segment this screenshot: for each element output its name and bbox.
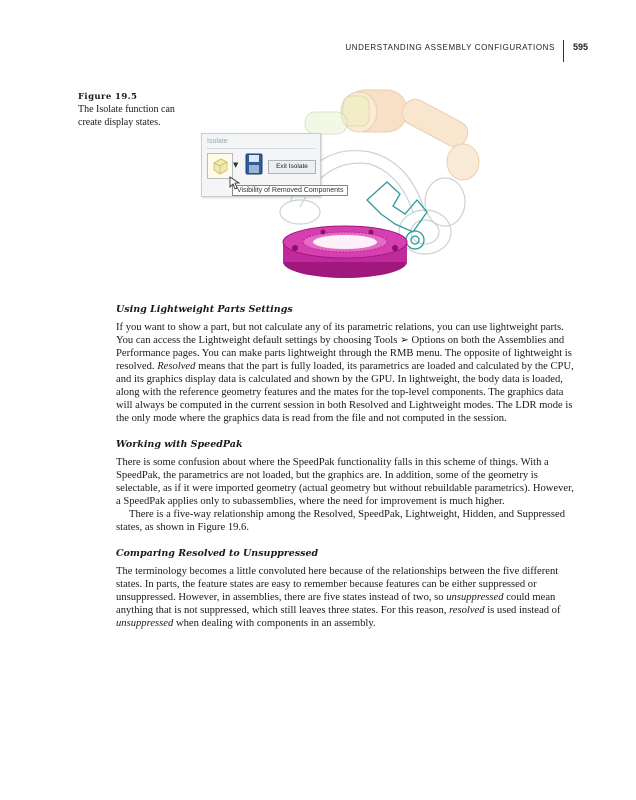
body-text: [116, 304, 578, 630]
text-run: The terminology becomes a little convoluted here because of the relationships between the five different states. In parts, the feature states are easy to remember because features can be either suppressed or unsuppressed. However, in assemblies, there are five states instead of two, so: [116, 566, 559, 603]
text-run: is used instead of: [484, 605, 561, 616]
visibility-tooltip: Visibility of Removed Components: [232, 185, 348, 196]
paragraph: [116, 565, 578, 630]
text-run: There is some confusion about where the SpeedPak functionality falls in this scheme of things. With a SpeedPak, the parametrics are not loaded, but the graphics are. In addition, some of the geometry is selectable, as if it were imported geometry (actual geometry but without rebuildable parametrics). However, a SpeedPak applies only to subassemblies, where the need for improvement is much higher.: [116, 457, 574, 507]
section-heading: Comparing Resolved to Unsuppressed: [116, 548, 319, 559]
mouse-pointer-icon: [229, 176, 241, 190]
italic-term: unsuppressed: [116, 618, 174, 629]
section-heading: Working with SpeedPak: [116, 439, 243, 450]
paragraph: [116, 508, 578, 534]
save-icon: [245, 153, 263, 175]
section-heading: Using Lightweight Parts Settings: [116, 304, 293, 315]
text-run: could mean anything that is not suppressed, which still leaves three states. For this reason,: [116, 592, 556, 616]
figure-caption: [78, 92, 198, 129]
running-header-title: UNDERSTANDING ASSEMBLY CONFIGURATIONS: [345, 42, 555, 52]
italic-term: unsuppressed: [446, 592, 504, 603]
text-run: when dealing with components in an assembly.: [173, 618, 376, 629]
section-gap: [116, 534, 578, 548]
isolate-panel-divider: [206, 148, 316, 149]
isolate-panel-title: Isolate: [207, 138, 228, 145]
figure-description: The Isolate function can create display states.: [78, 104, 175, 128]
save-display-state-button[interactable]: [245, 153, 263, 175]
italic-term: resolved: [449, 605, 485, 616]
chevron-down-icon[interactable]: ▼: [233, 161, 239, 169]
page-number: 595: [572, 42, 588, 52]
exit-isolate-button[interactable]: Exit Isolate: [268, 160, 316, 174]
part-cube-icon: [208, 154, 232, 178]
paragraph: [116, 321, 578, 425]
header-divider: [563, 40, 564, 62]
figure-label: Figure 19.5: [78, 92, 138, 102]
italic-term: Resolved: [157, 361, 196, 372]
text-run: means that the part is fully loaded, its parametrics are loaded and calculated by the CPU, and its graphics display data is calculated and shown by the GPU. In lightweight, the body data is loaded, along with the reference geometry features and the mates for the top-level components. The graphics data will always be computed in the current session in both Resolved and Lightweight modes. The LDR mode is the only mode where the graphics data is read from the file and not computed in the session.: [116, 361, 574, 424]
text-run: If you want to show a part, but not calculate any of its parametric relations, you can use lightweight parts. You can access the Lightweight default settings by choosing Tools ➢ Options on both the Assemblies and Performance pages. You can make parts lightweight through the RMB menu. The opposite of lightweight is resolved.: [116, 322, 572, 372]
text-run: There is a five-way relationship among the Resolved, SpeedPak, Lightweight, Hidden, and Suppressed states, as shown in Figure 19.6.: [116, 509, 566, 533]
magenta-ring-gear: [283, 226, 407, 278]
section-gap: [116, 425, 578, 439]
running-header: [345, 36, 588, 58]
paragraph: [116, 456, 578, 508]
